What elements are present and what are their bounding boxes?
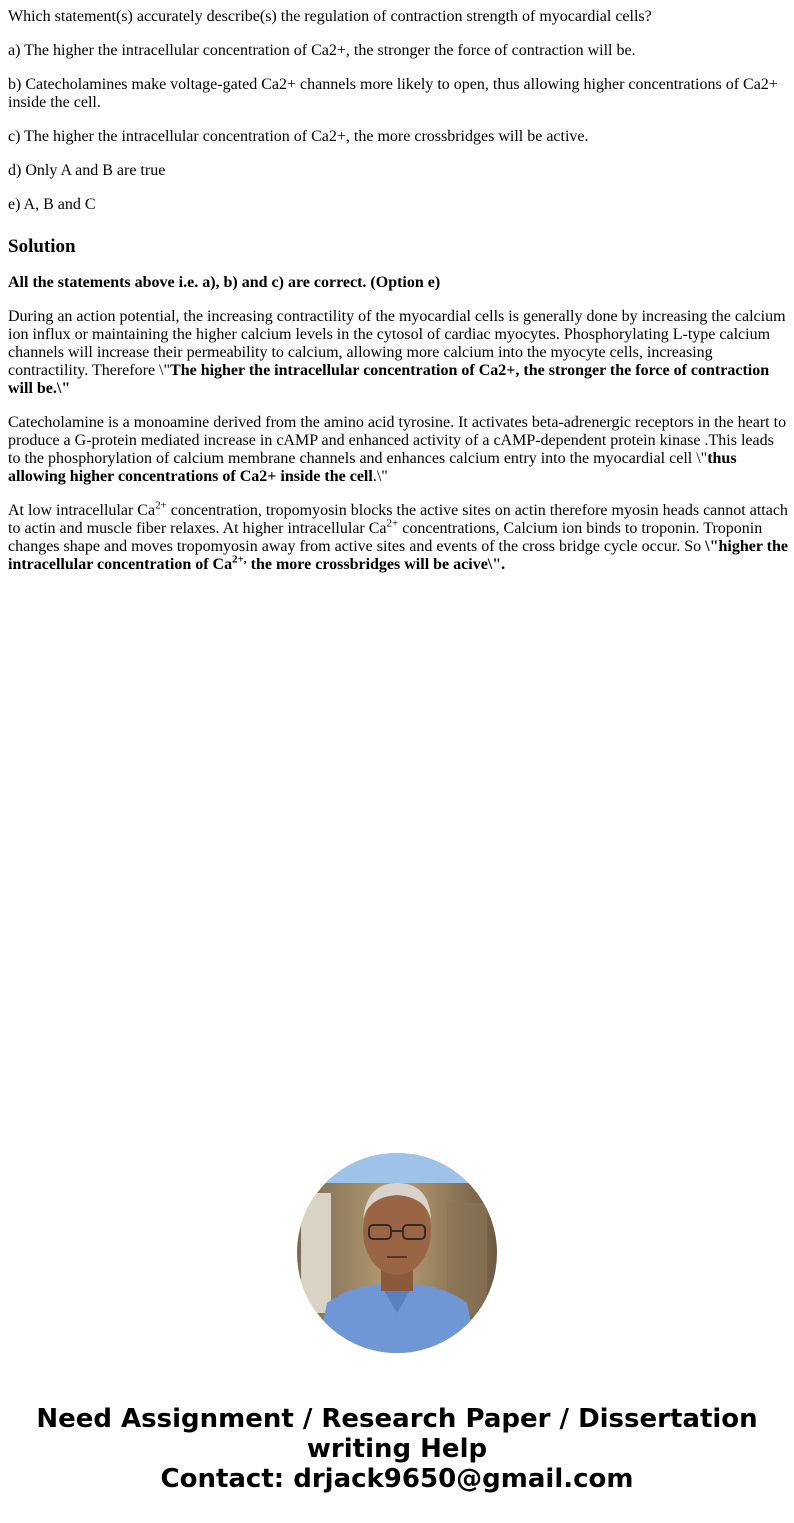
footer-line-2: writing Help — [306, 1434, 488, 1464]
footer-line-1: Need Assignment / Research Paper / Dissertation — [36, 1404, 758, 1434]
question-prompt: Which statement(s) accurately describe(s) the regulation of contraction strength of myocardial cells? — [8, 8, 652, 25]
footer-contact-line: Contact: drjack9650@gmail.com — [160, 1464, 634, 1494]
document-content — [8, 8, 788, 590]
paragraph-3-bold1: \"higher the intracellular concentration of Ca — [8, 538, 788, 573]
paragraph-2-bold: thus allowing higher concentrations of Ca2+ inside the cell — [8, 450, 737, 485]
superscript-2plus-comma: 2+, — [232, 553, 247, 566]
solution-paragraph-1 — [8, 308, 788, 398]
option-c: c) The higher the intracellular concentration of Ca2+, the more crossbridges will be active. — [8, 128, 589, 145]
paragraph-3-part1: At low intracellular Ca — [8, 502, 156, 519]
paragraph-1-bold: The higher the intracellular concentration of Ca2+, the stronger the force of contraction will be.\" — [8, 362, 770, 397]
author-photo — [297, 1153, 497, 1353]
option-b: b) Catecholamines make voltage-gated Ca2+ channels more likely to open, thus allowing higher concentrations of Ca2+ inside the cell. — [8, 76, 778, 111]
superscript-2plus: 2+ — [386, 517, 399, 530]
paragraph-3-part3: concentrations, Calcium ion binds to troponin. Troponin changes shape and moves tropomyosin away from active sites and events of the cross bridge cycle occur. So — [8, 520, 763, 555]
footer-contact-banner — [0, 1404, 794, 1494]
superscript-2plus: 2+ — [155, 499, 167, 512]
solution-answer: All the statements above i.e. a), b) and c) are correct. (Option e) — [8, 274, 441, 291]
paragraph-1-text: During an action potential, the increasing contractility of the myocardial cells is generally done by increasing the calcium ion influx or maintaining the higher calcium levels in the cytosol of cardiac myocytes. Phosphorylating L-type calcium channels will increase their permeability to calcium, allowing more calcium into the myocyte cells, increasing contractility. Therefore \" — [8, 308, 786, 379]
paragraph-3-bold2: the more crossbridges will be acive\". — [246, 556, 506, 573]
paragraph-3-part2: concentration, tropomyosin blocks the active sites on actin therefore myosin heads cannot attach to actin and muscle fiber relaxes. At higher intracellular Ca — [8, 502, 788, 537]
solution-paragraph-2 — [8, 414, 788, 486]
paragraph-2-tail: .\" — [372, 468, 388, 485]
solution-paragraph-3 — [8, 499, 788, 574]
option-a: a) The higher the intracellular concentration of Ca2+, the stronger the force of contraction will be. — [8, 42, 636, 59]
paragraph-2-text: Catecholamine is a monoamine derived from the amino acid tyrosine. It activates beta-adrenergic receptors in the heart to produce a G-protein mediated increase in cAMP and enhanced activity of a cAMP-dependent protein kinase .This leads to the phosphorylation of calcium membrane channels and enhances calcium entry into the myocardial cell \" — [8, 414, 787, 467]
option-d: d) Only A and B are true — [8, 162, 166, 179]
option-e: e) A, B and C — [8, 196, 96, 213]
solution-heading: Solution — [8, 236, 76, 257]
